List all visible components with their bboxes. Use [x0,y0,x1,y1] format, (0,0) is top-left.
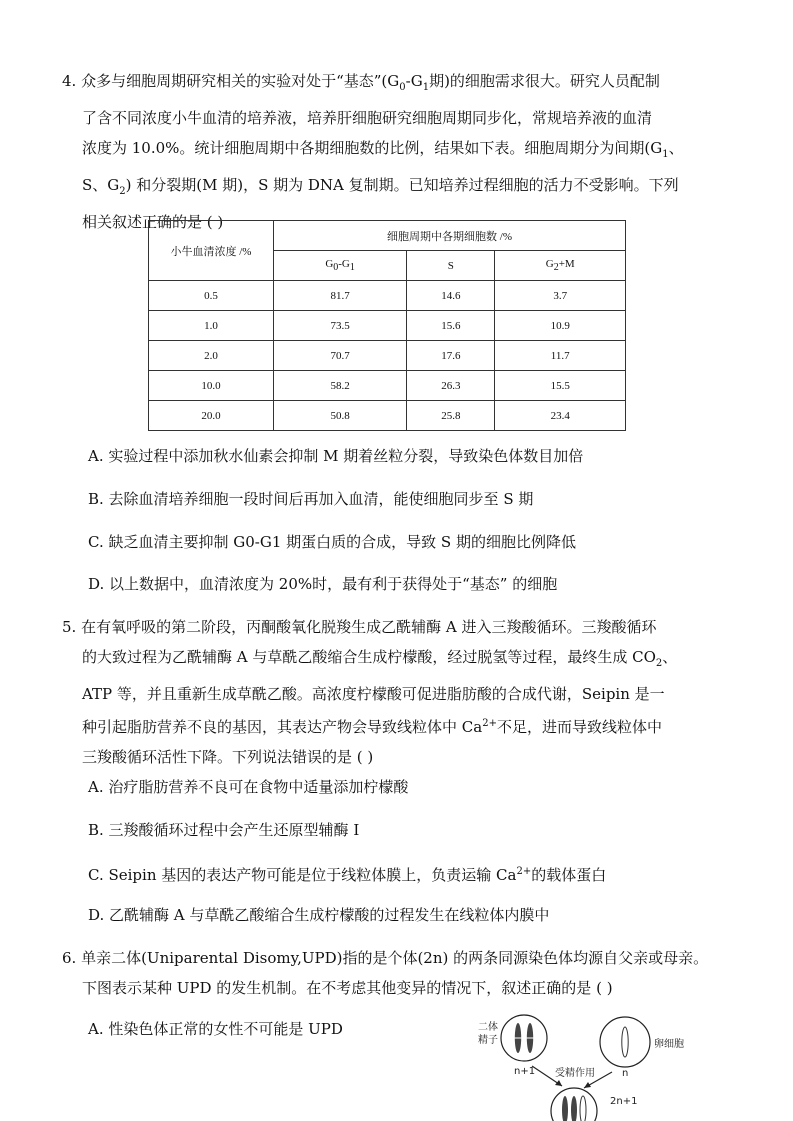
q4-option-d: D. 以上数据中，血清浓度为 20%时，最有利于获得处于“基态” 的细胞 [88,575,558,593]
egg-label: 卵细胞 [654,1039,684,1050]
table-cell: 26.3 [407,371,495,401]
q5-option-c: C. Seipin 基因的表达产物可能是位于线粒体膜上，负责运输 $Ca^{2+}$的载体蛋白 [88,866,607,884]
s-phase-header: S [407,251,495,281]
table-row [149,311,626,341]
table-row [149,341,626,371]
cell-cycle-group-header: 细胞周期中各期细胞数 /% [274,221,626,251]
q4-line-4: S、$G_2$) 和分裂期(M 期)，S 期为 DNA 复制期。已知培养过程细胞的活力不受影响。下列 [82,176,679,197]
table-cell: 17.6 [407,341,495,371]
zygote-chromosome-2 [571,1096,577,1121]
zygote-count-label: 2n+1 [610,1096,638,1107]
question-5 [62,612,742,772]
table-cell: 70.7 [274,341,407,371]
q5-line-3: ATP 等，并且重新生成草酰乙酸。高浓度柠檬酸可促进脂肪酸的合成代谢，Seipin 是一 [82,685,665,703]
q5-option-d: D. 乙酰辅酶 A 与草酰乙酸缩合生成柠檬酸的过程发生在线粒体内膜中 [88,906,550,924]
q4-option-a: A. 实验过程中添加秋水仙素会抑制 M 期着丝粒分裂，导致染色体数目加倍 [88,447,584,465]
table-cell: 25.8 [407,401,495,431]
question-4 [62,66,742,237]
zygote-chromosome-1 [562,1096,568,1121]
g0-g1-header: $G_0-G_1$ [274,251,407,281]
sperm-label-line-2: 精子 [478,1035,498,1046]
question-6 [62,943,742,1003]
g2-m-header: $G_2+M$ [495,251,626,281]
table-cell: 0.5 [149,281,274,311]
disomic-sperm-cell [501,1015,547,1061]
egg-chromosome [622,1027,628,1057]
table-cell: 3.7 [495,281,626,311]
q6-line-2: 下图表示某种 UPD 的发生机制。在不考虑其他变异的情况下，叙述正确的是 ( ) [82,979,613,997]
table-cell: 10.0 [149,371,274,401]
q4-line-5: 相关叙述正确的是 ( ) [82,213,224,231]
fertilization-label: 受精作用 [555,1068,595,1079]
sperm-count-label: n+1 [514,1066,536,1077]
serum-concentration-header: 小牛血清浓度 /% [149,221,274,281]
table-row [149,371,626,401]
table-cell: 50.8 [274,401,407,431]
table-cell: 10.9 [495,311,626,341]
table-cell: 1.0 [149,311,274,341]
q6-option-a: A. 性染色体正常的女性不可能是 UPD [88,1020,343,1038]
q4-line-1: 4. 众多与细胞周期研究相关的实验对处于“基态$”(G_0-G_1$期)的细胞需求很大。研究人员配制 [62,72,660,93]
upd-mechanism-figure [470,1010,700,1121]
table-cell: 15.6 [407,311,495,341]
q5-option-b: B. 三羧酸循环过程中会产生还原型辅酶 I [88,821,360,839]
egg-count-label: n [622,1068,629,1079]
q5-line-1: 5. 在有氧呼吸的第二阶段，丙酮酸氧化脱羧生成乙酰辅酶 A 进入三羧酸循环。三羧酸循环 [62,618,657,636]
q4-line-3: 浓度为 10.0%。统计细胞周期中各期细胞数的比例，结果如下表。细胞周期分为间期($G_1$、 [82,139,684,160]
table-row [149,401,626,431]
table-cell: 81.7 [274,281,407,311]
table-cell: 2.0 [149,341,274,371]
sperm-label-line-1: 二体 [478,1022,498,1033]
q4-line-2: 了含不同浓度小牛血清的培养液，培养肝细胞研究细胞周期同步化，常规培养液的血清 [82,109,653,127]
zygote-chromosome-3 [580,1096,586,1121]
q5-line-5: 三羧酸循环活性下降。下列说法错误的是 ( ) [82,748,374,766]
q6-line-1: 6. 单亲二体(Uniparental Disomy,UPD)指的是个体(2n) 的两条同源染色体均源自父亲或母亲。 [62,949,709,967]
cell-cycle-table [148,220,626,431]
q5-line-2: 的大致过程为乙酰辅酶 A 与草酰乙酸缩合生成柠檬酸，经过脱氢等过程，最终生成 $CO_2$、 [82,648,678,669]
table-cell: 23.4 [495,401,626,431]
q4-option-c: C. 缺乏血清主要抑制 G0-G1 期蛋白质的合成，导致 S 期的细胞比例降低 [88,533,576,551]
q5-line-4: 种引起脂肪营养不良的基因，其表达产物会导致线粒体中 $Ca^{2+}$不足，进而导致线粒体中 [82,718,662,736]
table-cell: 20.0 [149,401,274,431]
table-cell: 73.5 [274,311,407,341]
q4-option-b: B. 去除血清培养细胞一段时间后再加入血清，能使细胞同步至 S 期 [88,490,534,508]
q5-option-a: A. 治疗脂肪营养不良可在食物中适量添加柠檬酸 [88,778,409,796]
table-cell: 14.6 [407,281,495,311]
table-header-row [149,221,626,251]
table-cell: 15.5 [495,371,626,401]
table-cell: 11.7 [495,341,626,371]
table-row [149,281,626,311]
table-cell: 58.2 [274,371,407,401]
